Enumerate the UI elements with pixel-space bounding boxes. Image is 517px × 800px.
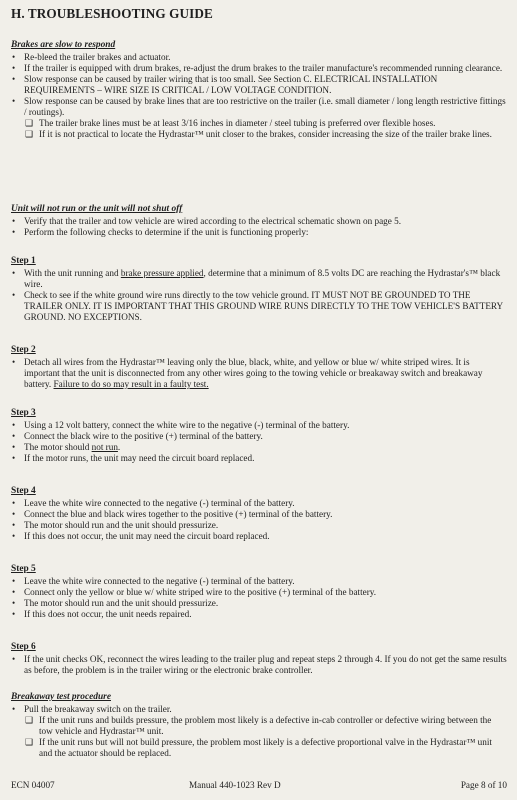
list-item: • If the motor runs, the unit may need the circuit board replaced. bbox=[12, 453, 255, 463]
list-item: • The motor should not run. bbox=[12, 442, 121, 452]
list-item: • Check to see if the white ground wire runs directly to the tow vehicle ground. IT MUST NOT BE GROUNDED TO THE TRAILER ONLY. IT IS IMPORTANT THAT THIS GROUND WIRE RUNS DIRECTLY TO THE TOW VEHICLE'S BATTERY GROUND. NO EXCEPTIONS. bbox=[12, 290, 503, 322]
list-item: • Leave the white wire connected to the negative (-) terminal of the battery. bbox=[12, 498, 295, 508]
list-item: • If this does not occur, the unit may need the circuit board replaced. bbox=[12, 531, 270, 541]
page-title: H. TROUBLESHOOTING GUIDE bbox=[11, 6, 213, 21]
section-step-1 bbox=[11, 256, 507, 323]
section-brakes-slow bbox=[11, 40, 507, 140]
section-step-5 bbox=[11, 564, 507, 620]
section-step-6 bbox=[11, 642, 507, 676]
section-breakaway-test bbox=[11, 692, 507, 759]
checkbox-icon: ❑ bbox=[25, 737, 34, 747]
section-heading: Unit will not run or the unit will not shut off bbox=[11, 204, 183, 214]
checkbox-icon: ❑ bbox=[25, 715, 34, 725]
list-item: • Verify that the trailer and tow vehicle are wired according to the electrical schematic shown on page 5. bbox=[12, 216, 402, 226]
checkbox-icon: ❑ bbox=[25, 129, 34, 139]
page-footer bbox=[11, 780, 507, 790]
list-item: • Slow response can be caused by brake lines that are too restrictive on the trailer (i.e. small diameter / long length restrictive fittings / routings). bbox=[12, 96, 506, 117]
list-item: • Slow response can be caused by trailer wiring that is too small. See Section C. ELECTRICAL INSTALLATION REQUIREMENTS – WIRE SIZE IS CRITICAL / LOW VOLTAGE CONDITION. bbox=[12, 74, 438, 95]
checkbox-item: ❑ If it is not practical to locate the Hydrastar™ unit closer to the brakes, consider increasing the size of the trailer brake lines. bbox=[25, 129, 492, 139]
section-heading: Breakaway test procedure bbox=[11, 692, 111, 702]
footer-ecn: ECN 04007 bbox=[11, 780, 55, 790]
list-item: • The motor should run and the unit should pressurize. bbox=[12, 598, 219, 608]
list-item: • If the unit checks OK, reconnect the wires leading to the trailer plug and repeat steps 2 through 4. If you do not get the same results as before, the problem is in the trailer wiring or the electronic brake controller. bbox=[12, 654, 507, 675]
list-item: • The motor should run and the unit should pressurize. bbox=[12, 520, 219, 530]
checkbox-icon: ❑ bbox=[25, 118, 34, 128]
list-item: • Using a 12 volt battery, connect the white wire to the negative (-) terminal of the battery. bbox=[12, 420, 350, 430]
step-heading: Step 3 bbox=[11, 408, 36, 418]
step-heading: Step 4 bbox=[11, 486, 36, 496]
step-heading: Step 1 bbox=[11, 256, 36, 266]
list-item: • If this does not occur, the unit needs repaired. bbox=[12, 609, 192, 619]
section-unit-will-not-run bbox=[11, 204, 507, 238]
step-heading: Step 2 bbox=[11, 345, 36, 355]
list-item: • With the unit running and brake pressure applied, determine that a minimum of 8.5 volts DC are reaching the Hydrastar's™ black wire. bbox=[12, 268, 501, 289]
list-item: • Perform the following checks to determine if the unit is functioning properly: bbox=[12, 227, 309, 237]
section-step-2 bbox=[11, 345, 507, 390]
checkbox-item: ❑ If the unit runs and builds pressure, the problem most likely is a defective in-cab controller or defective wiring between the tow vehicle and Hydrastar™ unit. bbox=[25, 715, 492, 736]
checkbox-item: ❑ If the unit runs but will not build pressure, the problem most likely is a defective proportional valve in the Hydrastar™ unit and the actuator should be replaced. bbox=[25, 737, 492, 758]
list-item: • Pull the breakaway switch on the trailer. bbox=[12, 704, 172, 714]
list-item: • Re-bleed the trailer brakes and actuator. bbox=[12, 52, 171, 62]
footer-manual: Manual 440-1023 Rev D bbox=[189, 780, 281, 790]
footer-page-number: Page 8 of 10 bbox=[460, 780, 507, 790]
list-item: • Detach all wires from the Hydrastar™ leaving only the blue, black, white, and yellow or blue w/ white striped wires. It is important that the unit is disconnected from any other wires going to the towing vehicle or breakaway switch and breakaway battery. Failure to do so may result in a faulty test. bbox=[12, 357, 483, 389]
list-item: • Connect only the yellow or blue w/ white striped wire to the positive (+) terminal of the battery. bbox=[12, 587, 377, 597]
list-item: • Connect the black wire to the positive (+) terminal of the battery. bbox=[12, 431, 263, 441]
section-step-3 bbox=[11, 408, 507, 464]
step-heading: Step 6 bbox=[11, 642, 36, 652]
list-item: • If the trailer is equipped with drum brakes, re-adjust the drum brakes to the trailer manufacture's recommended running clearance. bbox=[12, 63, 503, 73]
checkbox-item: ❑ The trailer brake lines must be at least 3/16 inches in diameter / steel tubing is preferred over flexible hoses. bbox=[25, 118, 436, 128]
list-item: • Connect the blue and black wires together to the positive (+) terminal of the battery. bbox=[12, 509, 333, 519]
section-heading: Brakes are slow to respond bbox=[11, 40, 116, 50]
section-step-4 bbox=[11, 486, 507, 542]
list-item: • Leave the white wire connected to the negative (-) terminal of the battery. bbox=[12, 576, 295, 586]
step-heading: Step 5 bbox=[11, 564, 36, 574]
